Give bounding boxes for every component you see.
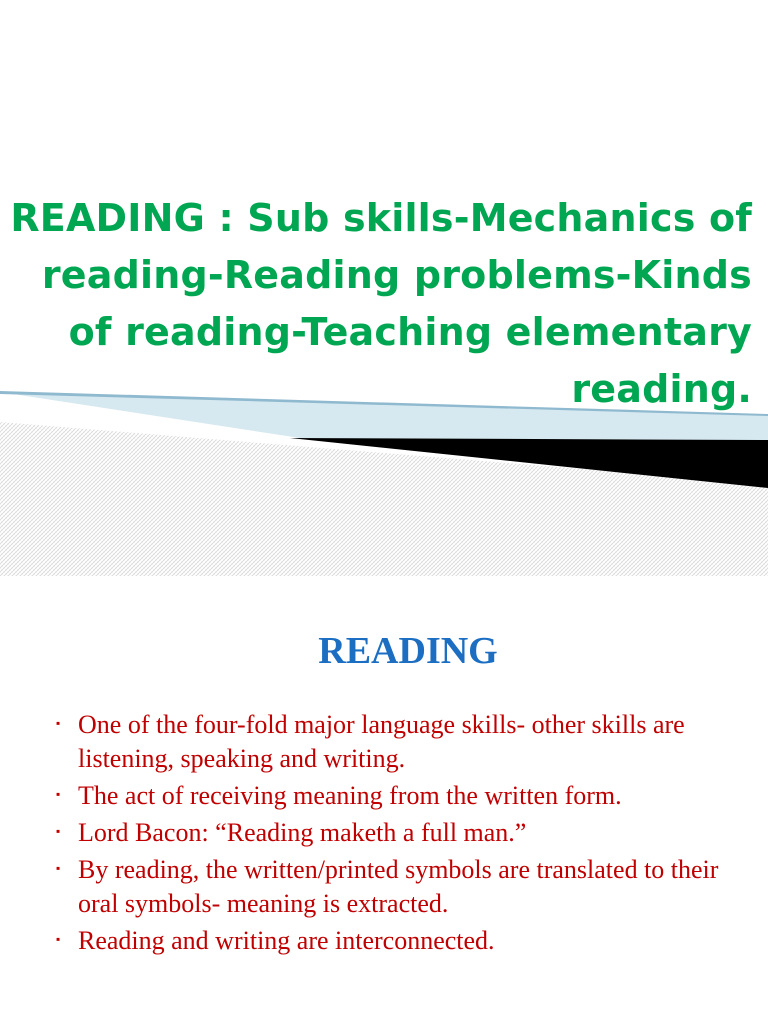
bullet-item bbox=[52, 779, 752, 813]
bullet-item bbox=[52, 708, 752, 776]
content-slide-heading: READING bbox=[318, 630, 498, 672]
bullet-text: The act of receiving meaning from the written form. bbox=[78, 781, 622, 810]
content-slide bbox=[0, 576, 768, 1024]
title-slide-heading: READING : Sub skills-Mechanics of reading-Reading problems-Kinds of reading-Teaching elementary reading. bbox=[10, 196, 752, 411]
bullet-text: By reading, the written/printed symbols are translated to their oral symbols- meaning is extracted. bbox=[78, 855, 719, 918]
bullet-marker-icon: ▪ bbox=[56, 787, 61, 801]
decorative-bands bbox=[0, 380, 768, 576]
bullet-marker-icon: ▪ bbox=[56, 716, 61, 730]
bullet-item bbox=[52, 816, 752, 850]
bullet-marker-icon: ▪ bbox=[56, 824, 61, 838]
bullet-marker-icon: ▪ bbox=[56, 861, 61, 875]
bullet-text: Reading and writing are interconnected. bbox=[78, 926, 495, 955]
bullet-item bbox=[52, 924, 752, 958]
bullet-marker-icon: ▪ bbox=[56, 932, 61, 946]
bullet-item bbox=[52, 853, 752, 921]
bullet-list bbox=[52, 708, 752, 961]
bullet-text: Lord Bacon: “Reading maketh a full man.” bbox=[78, 818, 527, 847]
bullet-text: One of the four-fold major language skills- other skills are listening, speaking and writing. bbox=[78, 710, 685, 773]
